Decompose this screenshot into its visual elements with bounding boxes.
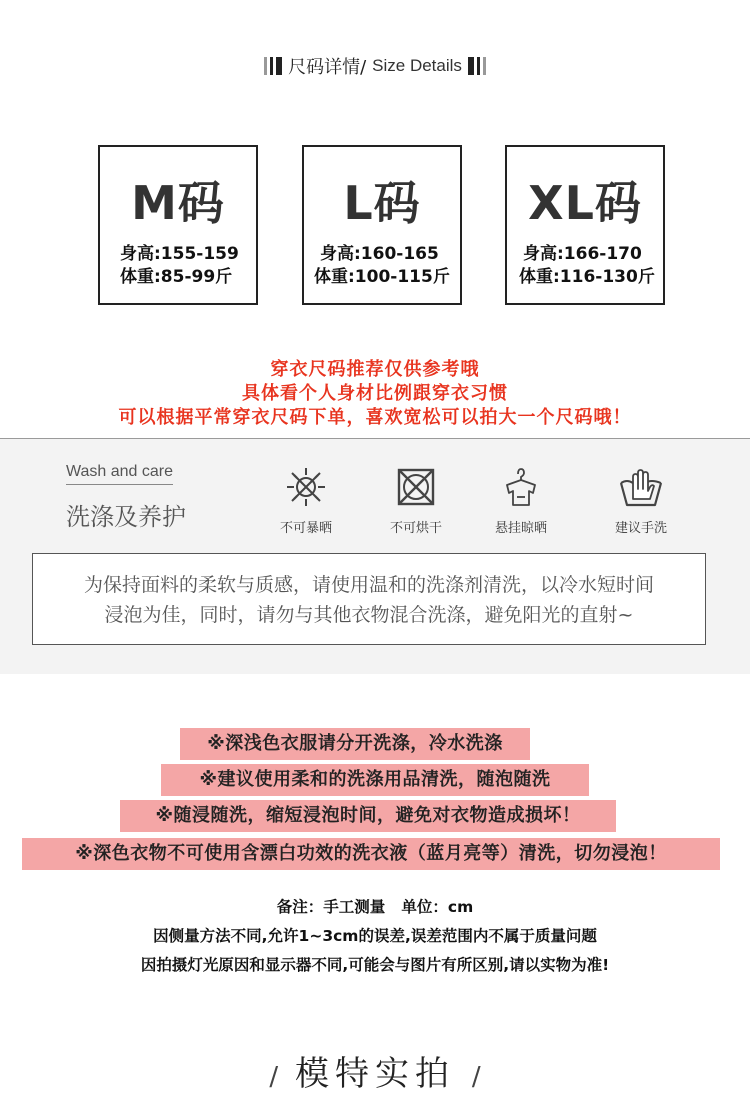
size-height: 身高:166-170 (523, 244, 642, 264)
size-height: 身高:155-159 (120, 244, 239, 264)
no-tumble-dry-icon (394, 465, 438, 509)
size-name: L码 (343, 176, 421, 230)
care-text-line: 浸泡为佳，同时，请勿与其他衣物混合洗涤，避免阳光的直射~ (104, 604, 634, 626)
size-weight: 体重:116-130斤 (519, 267, 655, 287)
tip-strip: ※随浸随洗，缩短浸泡时间，避免对衣物造成损坏！ (120, 800, 616, 832)
title-bars-left-icon (264, 57, 282, 75)
note-line: 备注：手工测量 单位：cm (276, 898, 474, 916)
care-item-hand-wash (596, 465, 686, 536)
care-label: 不可暴晒 (279, 521, 332, 536)
size-height: 身高:160-165 (320, 244, 439, 264)
care-item-hang-dry (476, 465, 566, 536)
hang-dry-icon (499, 465, 543, 509)
care-heading-en: Wash and care (66, 463, 173, 485)
title-zh: 尺码详情/ (288, 57, 367, 78)
size-card-xl (505, 145, 665, 305)
size-details-title (0, 50, 750, 82)
tip-strip: ※深色衣物不可使用含漂白功效的洗衣液（蓝月亮等）清洗，切勿浸泡！ (22, 838, 720, 870)
slash-left: / (269, 1062, 279, 1092)
size-name: XL码 (528, 176, 642, 230)
care-item-no-tumble-dry (371, 465, 461, 536)
title-en: Size Details (372, 56, 462, 75)
note-line: 因侧量方法不同,允许1~3cm的误差,误差范围内不属于质量问题 (153, 927, 597, 945)
slash-right: / (471, 1062, 481, 1092)
title-bars-right-icon (468, 57, 486, 75)
tip-strip: ※建议使用柔和的洗涤用品清洗，随泡随洗 (161, 764, 589, 796)
notice-line: 穿衣尺码推荐仅供参考哦 (270, 359, 480, 380)
size-card-l (302, 145, 462, 305)
size-name: M码 (131, 176, 225, 230)
care-label: 悬挂晾晒 (494, 521, 547, 536)
notice-line: 具体看个人身材比例跟穿衣习惯 (242, 383, 508, 404)
care-label: 不可烘干 (389, 521, 442, 536)
care-label: 建议手洗 (614, 521, 667, 536)
hand-wash-icon (617, 465, 665, 509)
care-text-line: 为保持面料的柔软与质感，请使用温和的洗涤剂清洗，以冷水短时间 (83, 574, 654, 596)
size-notice (0, 358, 750, 430)
measurement-notes (0, 893, 750, 980)
notice-line: 可以根据平常穿衣尺码下单，喜欢宽松可以拍大一个尺码哦！ (118, 407, 632, 428)
care-item-no-sun (261, 465, 351, 536)
size-weight: 体重:100-115斤 (314, 267, 450, 287)
model-photos-heading (0, 1046, 750, 1095)
note-line: 因拍摄灯光原因和显示器不同,可能会与图片有所区别,请以实物为准! (140, 956, 610, 974)
tip-strip: ※深浅色衣服请分开洗涤，冷水洗涤 (180, 728, 530, 760)
no-sun-icon (284, 465, 328, 509)
care-heading-zh: 洗涤及养护 (66, 503, 186, 531)
care-description-box (32, 553, 706, 645)
model-title: 模特实拍 (295, 1054, 455, 1094)
size-card-m (98, 145, 258, 305)
size-weight: 体重:85-99斤 (120, 267, 233, 287)
wash-care-panel (0, 438, 750, 674)
